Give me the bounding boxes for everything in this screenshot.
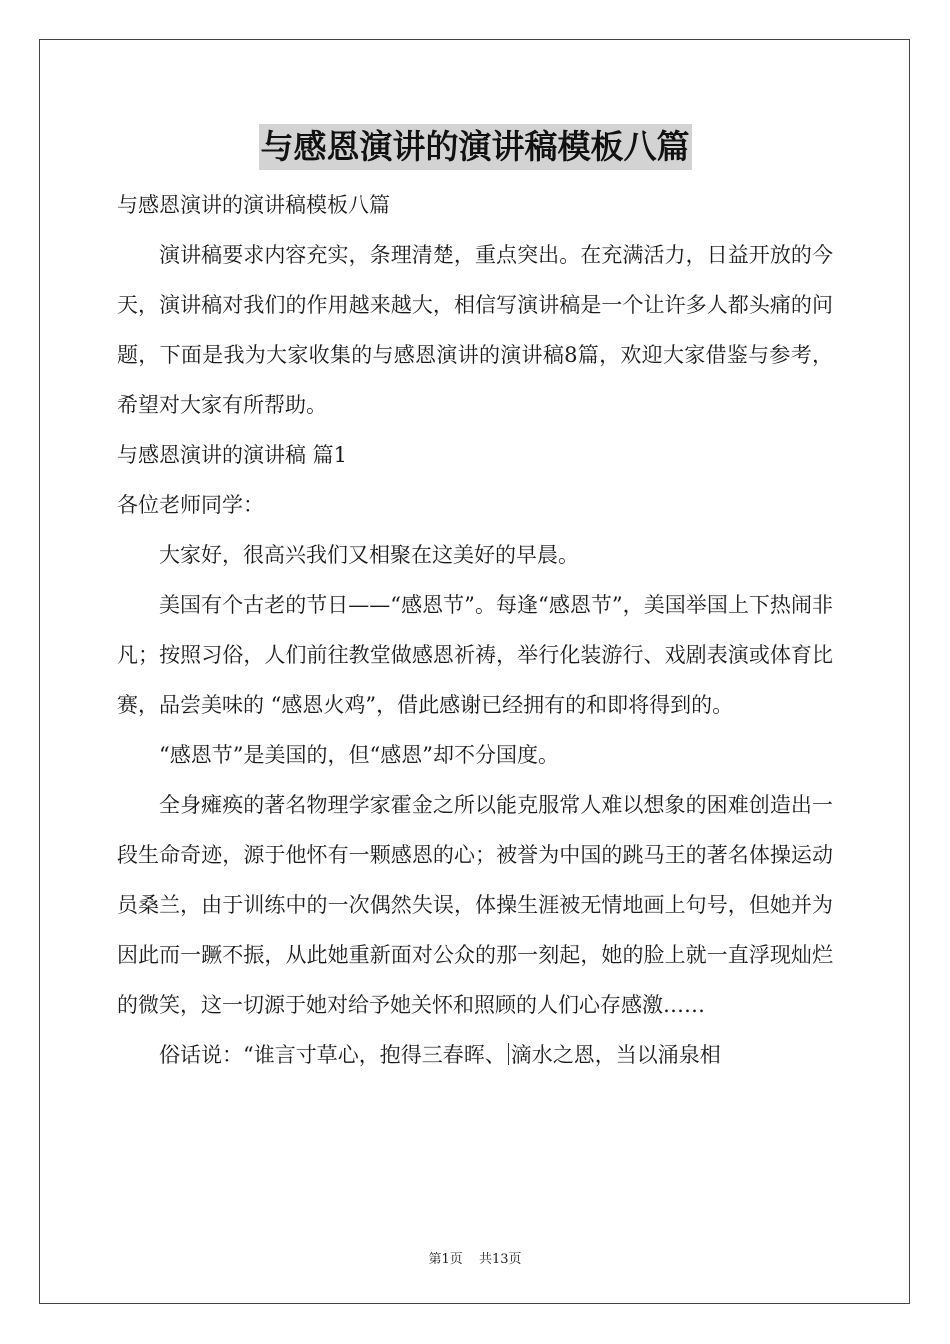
section-heading: 与感恩演讲的演讲稿 篇1: [117, 443, 348, 467]
paragraph-thanksgiving: 美国有个古老的节日——“感恩节”。每逢“感恩节”，美国举国上下热闹非凡；按照习俗，人们前往教堂做感恩祈祷，举行化装游行、戏剧表演或体育比赛，品尝美味的 “感恩火鸡”，借此感谢已经拥有的和即将得到的。: [117, 593, 833, 717]
page-footer: [0, 1248, 950, 1267]
intro-paragraph: 演讲稿要求内容充实，条理清楚，重点突出。在充满活力，日益开放的今天，演讲稿对我们的作用越来越大，相信写演讲稿是一个让许多人都头痛的问题，下面是我为大家收集的与感恩演讲的演讲稿8篇，欢迎大家借鉴与参考，希望对大家有所帮助。: [117, 243, 833, 417]
page-number: 第1页: [428, 1252, 463, 1267]
document-body: [117, 180, 833, 1080]
paragraph-hawking-sanglan: 全身瘫痪的著名物理学家霍金之所以能克服常人难以想象的困难创造出一段生命奇迹，源于他怀有一颗感恩的心；被誉为中国的跳马王的著名体操运动员桑兰，由于训练中的一次偶然失误，体操生涯被无情地画上句号，但她并为因此而一蹶不振，从此她重新面对公众的那一刻起，她的脸上就一直浮现灿烂的微笑，这一切源于她对给予她关怀和照顾的人们心存感激……: [117, 793, 833, 1017]
document-title: 与感恩演讲的演讲稿模板八篇: [259, 124, 692, 170]
paragraph-hello: 大家好，很高兴我们又相聚在这美好的早晨。: [159, 543, 579, 567]
proverb-text-end: 滴水之恩，当以涌泉相: [510, 1043, 721, 1067]
proverb-text-start: 俗话说：“谁言寸草心，抱得三春晖、: [159, 1043, 506, 1067]
paragraph-gratitude-no-borders: “感恩节”是美国的，但“感恩”却不分国度。: [159, 743, 559, 767]
greeting-line: 各位老师同学：: [117, 493, 264, 517]
page-total: 共13页: [478, 1252, 522, 1267]
paragraph-proverb: [117, 1030, 833, 1080]
title-container: [0, 124, 950, 170]
document-subtitle: 与感恩演讲的演讲稿模板八篇: [117, 193, 390, 217]
text-cursor: [508, 1043, 509, 1065]
